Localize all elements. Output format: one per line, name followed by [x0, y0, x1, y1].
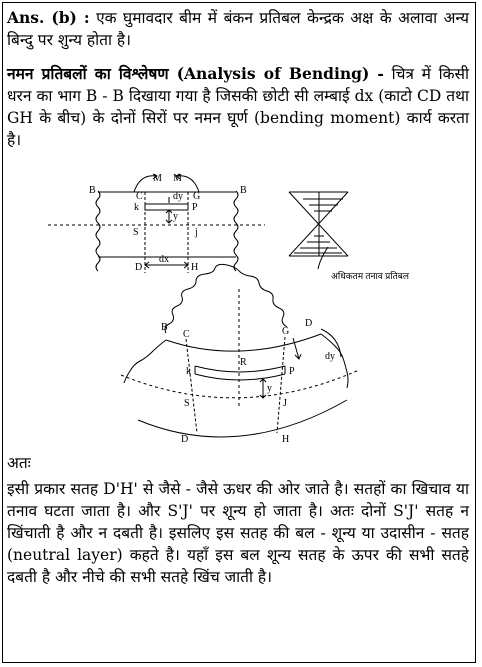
label-h: H — [191, 262, 199, 273]
curved-label-c: C — [183, 329, 190, 340]
curved-label-y: y — [267, 383, 272, 394]
label-g: G — [193, 191, 201, 202]
label-m2: M — [173, 173, 182, 184]
label-y: y — [173, 211, 178, 222]
curved-label-dy: dy — [325, 351, 335, 362]
label-c: C — [136, 191, 143, 202]
label-p: P — [192, 202, 198, 213]
answer-text: एक घुमावदार बीम में बंकन प्रतिबल केन्द्रक अक्ष के अलावा अन्य बिन्दु पर शुन्य होता है। — [7, 9, 469, 49]
curved-label-h: H — [282, 434, 290, 445]
label-b-left: B — [89, 185, 96, 196]
conclusion-ataah: अतः — [7, 454, 31, 472]
curved-beam-wavy-top — [165, 264, 287, 333]
curved-label-g: G — [282, 326, 290, 337]
curved-label-p: P — [289, 366, 295, 377]
conclusion-paragraph: इसी प्रकार सतह D'H' से जैसे - जैसे ऊधर की ओर जाते है। सतहों का खिचाव या तनाव घटता जाता है। और S'J' पर शून्य हो जाता है। अतः दोनों S'J' सतह न खिंचाती है और न दबती है। इसलिए इस सतह की बल - शून्य या उदासीन - सतह (neutral layer) कहते है। यहाँ इस बल शून्य सतह के ऊपर की सभी सतहे दबती है और नीचे की सभी सतहे खिंच जाती है। — [7, 480, 469, 586]
curved-neutral-axis — [121, 370, 359, 398]
curved-label-d-bottom: D — [181, 434, 189, 445]
label-k: k — [134, 202, 139, 213]
label-m1: M — [153, 173, 162, 184]
label-d: D — [135, 262, 143, 273]
curved-label-d-top: D — [305, 318, 313, 329]
curved-label-s: S — [184, 398, 190, 409]
section-heading: नमन प्रतिबलों का विश्लेषण (Analysis of Bending) - — [7, 64, 384, 83]
label-j: j — [195, 227, 198, 238]
curved-label-j: J — [283, 398, 287, 409]
label-dx: dx — [159, 254, 169, 265]
label-s: S — [133, 227, 139, 238]
section-text: चित्र में किसी धरन का भाग B - B दिखाया गया है जिसकी छोटी सी लम्बाई dx (काटो CD तथा GH के बीच) के दोनों सिरों पर नमन घूर्ण (bending moment) कार्य करता है। — [7, 65, 470, 149]
answer-page — [2, 2, 476, 663]
curved-label-k: k — [186, 366, 191, 377]
label-b-right: B — [240, 185, 247, 196]
curved-label-b: B — [161, 322, 168, 333]
answer-label: Ans. (b) : — [7, 8, 90, 27]
label-dy: dy — [173, 191, 183, 202]
curved-label-r: R — [240, 357, 247, 368]
max-tensile-stress-caption: अधिकतम तनाव प्रतिबल — [331, 271, 409, 281]
